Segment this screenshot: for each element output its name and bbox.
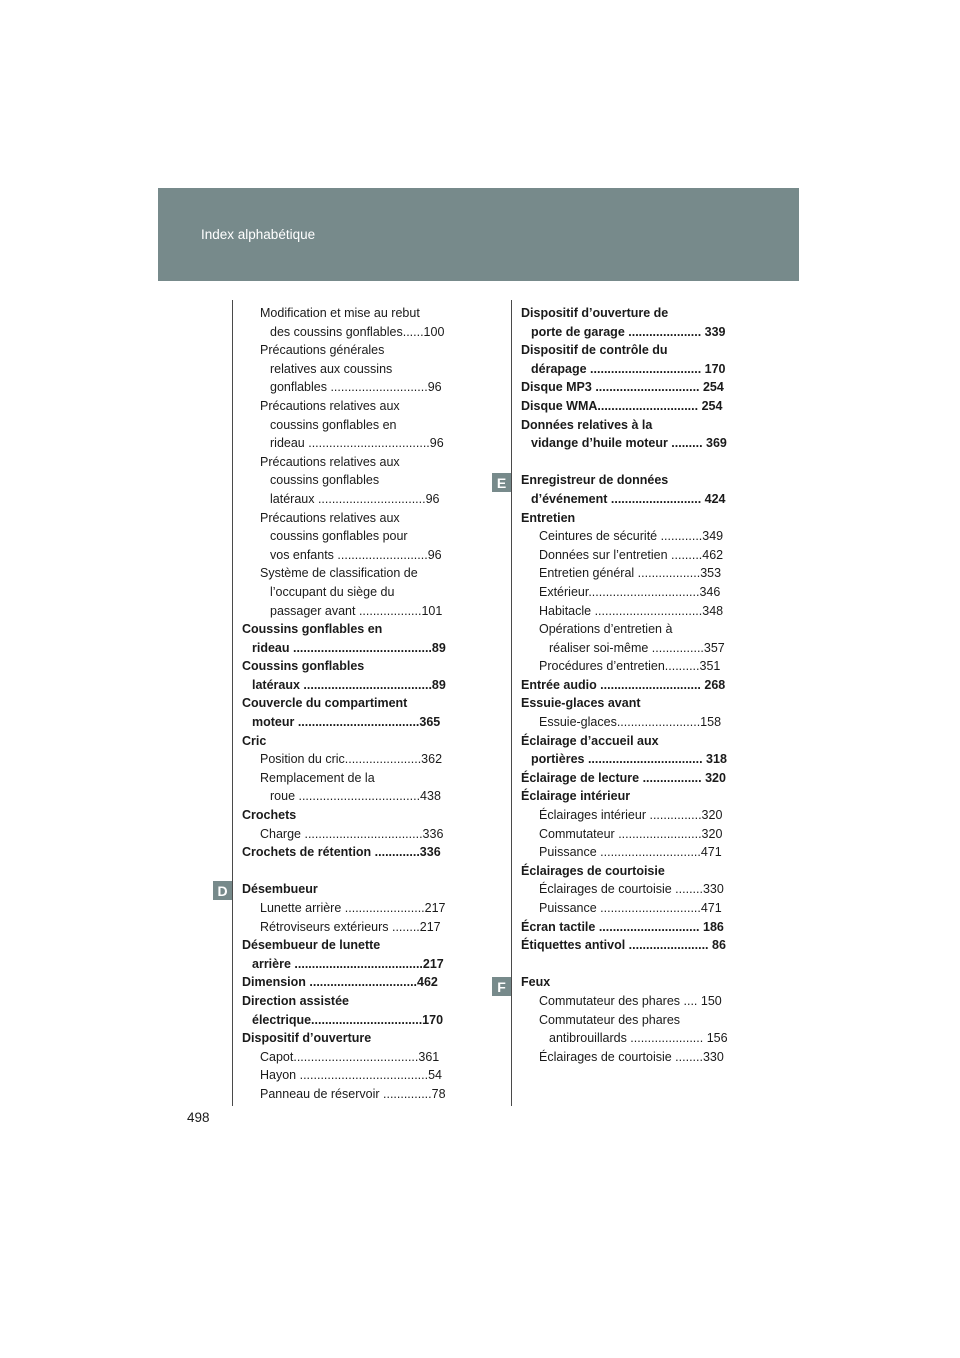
index-entry: Opérations d’entretien à [539, 622, 673, 637]
index-heading: Crochets de rétention .............336 [242, 845, 441, 860]
letter-tab-d: D [213, 881, 232, 900]
index-heading: Éclairages de courtoisie [521, 863, 665, 878]
index-column-right [521, 304, 741, 1066]
column-divider-left [232, 300, 233, 1106]
index-entry: passager avant ..................101 [270, 603, 443, 618]
index-entry: coussins gonflables [270, 473, 380, 488]
index-heading: Disque WMA............................. 254 [521, 398, 723, 413]
index-entry: Capot....................................361 [260, 1049, 440, 1064]
index-heading: Disque MP3 .............................. 254 [521, 380, 724, 395]
index-heading: Dispositif d’ouverture de [521, 306, 669, 320]
header-bar [158, 188, 799, 281]
index-entry: gonflables ............................96 [270, 380, 442, 395]
index-entry: Éclairages intérieur ...............320 [539, 808, 723, 823]
index-heading: porte de garage ..................... 339 [531, 324, 726, 339]
index-entry: Commutateur ........................320 [539, 826, 723, 841]
index-entry: Modification et mise au rebut [260, 306, 420, 320]
index-heading: Coussins gonflables [242, 659, 365, 674]
index-heading: électrique................................170 [252, 1012, 444, 1027]
index-heading: Éclairage d’accueil aux [521, 733, 659, 748]
index-heading: rideau ........................................89 [252, 640, 446, 655]
index-entry: Données sur l’entretien .........462 [539, 547, 724, 562]
letter-tab-e: E [492, 473, 511, 492]
index-entry: Ceintures de sécurité ............349 [539, 529, 724, 544]
index-heading: Désembueur [242, 882, 318, 897]
index-heading: Écran tactile ............................. 186 [521, 919, 724, 934]
index-entry: Puissance .............................471 [539, 845, 722, 860]
index-entry: rideau ...................................96 [270, 436, 444, 451]
index-heading: arrière .....................................217 [252, 956, 444, 971]
index-heading: Données relatives à la [521, 417, 653, 432]
index-entry: relatives aux coussins [270, 361, 393, 376]
index-entry: Hayon .....................................54 [260, 1068, 443, 1083]
index-entry: coussins gonflables pour [270, 529, 408, 544]
index-heading: Feux [521, 975, 551, 990]
index-heading: Dispositif de contrôle du [521, 343, 668, 358]
index-heading: dérapage ................................ 170 [531, 361, 726, 376]
index-entry: Éclairages de courtoisie ........330 [539, 882, 724, 897]
index-heading: Coussins gonflables en [242, 622, 383, 637]
index-column-left [242, 304, 462, 1104]
index-entry: Position du cric......................362 [260, 752, 443, 767]
index-heading: Entrée audio ............................. 268 [521, 677, 726, 692]
index-entry: Précautions générales [260, 343, 385, 358]
index-entry: Charge ..................................336 [260, 826, 444, 841]
index-heading: Couvercle du compartiment [242, 696, 408, 711]
index-heading: Dimension ...............................462 [242, 975, 438, 990]
index-heading: Désembueur de lunette [242, 938, 381, 953]
index-entry: Panneau de réservoir ..............78 [260, 1086, 446, 1101]
index-entry: Précautions relatives aux [260, 454, 400, 469]
index-entry: Précautions relatives aux [260, 398, 400, 413]
page-number: 498 [187, 1110, 210, 1125]
index-entry: Commutateur des phares [539, 1012, 681, 1027]
index-entry: Remplacement de la [260, 770, 375, 785]
index-entry: roue ...................................438 [270, 789, 441, 804]
column-divider-right [511, 300, 512, 1106]
index-entry: l’occupant du siège du [270, 584, 395, 599]
index-entry: Procédures d’entretien..........351 [539, 659, 721, 674]
index-heading: d’événement .......................... 424 [531, 491, 726, 506]
index-entry: réaliser soi-même ...............357 [549, 640, 725, 655]
index-entry: latéraux ...............................96 [270, 491, 440, 506]
index-heading: vidange d’huile moteur ......... 369 [531, 436, 727, 451]
index-entry: Précautions relatives aux [260, 510, 400, 525]
header-title: Index alphabétique [201, 227, 316, 242]
index-entry: coussins gonflables en [270, 417, 397, 432]
index-heading: Crochets [242, 808, 297, 823]
index-heading: moteur ...................................365 [252, 715, 441, 730]
index-heading: Enregistreur de données [521, 473, 669, 488]
index-entry: antibrouillards ..................... 156 [549, 1031, 728, 1046]
index-entry: Extérieur................................346 [539, 584, 721, 599]
index-entry: Lunette arrière .......................217 [260, 901, 446, 915]
index-entry: Puissance .............................471 [539, 901, 722, 915]
index-heading: Étiquettes antivol ....................... 86 [521, 938, 726, 953]
index-entry: Système de classification de [260, 566, 418, 581]
index-entry: Commutateur des phares .... 150 [539, 993, 722, 1008]
index-entry: Rétroviseurs extérieurs ........217 [260, 919, 441, 934]
index-heading: Essuie-glaces avant [521, 696, 641, 711]
index-entry: des coussins gonflables......100 [270, 324, 445, 339]
index-heading: latéraux .....................................89 [252, 677, 446, 692]
index-heading: Entretien [521, 510, 576, 525]
index-heading: Direction assistée [242, 993, 349, 1008]
index-heading: Éclairage intérieur [521, 789, 631, 804]
index-heading: Cric [242, 733, 267, 748]
index-entry: Entretien général ..................353 [539, 566, 722, 581]
index-entry: Essuie-glaces........................158 [539, 715, 722, 730]
index-entry: Habitacle ...............................348 [539, 603, 724, 618]
letter-tab-f: F [492, 977, 511, 996]
index-entry: vos enfants ..........................96 [270, 547, 442, 562]
index-heading: Éclairage de lecture ................. 320 [521, 770, 726, 785]
index-heading: Dispositif d’ouverture [242, 1031, 372, 1046]
index-heading: portières ................................. 318 [531, 752, 727, 767]
index-entry: Éclairages de courtoisie ........330 [539, 1049, 724, 1064]
